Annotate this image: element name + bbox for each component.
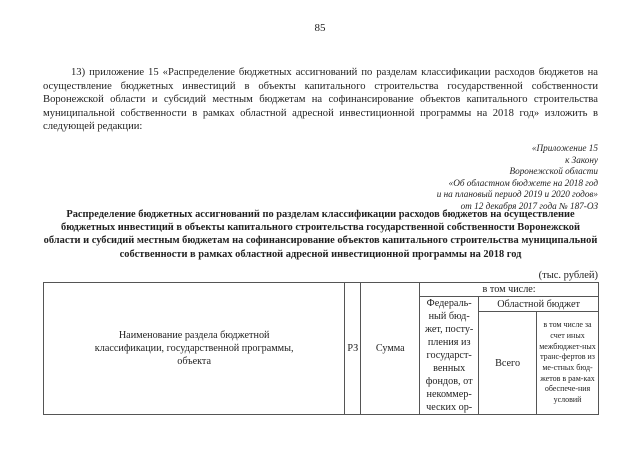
header-rz: РЗ <box>345 283 361 415</box>
header-sum: Сумма <box>361 283 420 415</box>
approval-line: к Закону <box>565 154 598 165</box>
approval-line: от 12 декабря 2017 года № 187-ОЗ <box>460 200 598 211</box>
paragraph-text: 13) приложение 15 «Распределение бюджетных ассигнований по разделам классификации расходов бюджетов на осуществление бюджетных инвестиций в объекты капитального строительства государственной собственности Воронежской области и субсидий местным бюджетам на софинансирование объектов капитального строительства муниципальной собственности в рамках областной адресной инвестиционной программы на 2018 год» изложить в следующей редакции: <box>43 67 598 133</box>
header-total: Всего <box>479 312 537 415</box>
units-label: (тыс. рублей) <box>538 270 598 281</box>
approval-line: и на плановый период 2019 и 2020 годов» <box>436 189 598 200</box>
header-interbudget: в том числе за счет иных межбюджет-ных транс-фертов из ме-стных бюд-жетов в рам-ках обеспече-ния условий <box>537 312 599 415</box>
header-federal: Федераль-ный бюд-жет, посту-пления из государст-венных фондов, от некоммер-ческих ор- <box>420 297 479 415</box>
page-number: 85 <box>314 22 326 34</box>
approval-line: «Об областном бюджете на 2018 год <box>448 177 598 188</box>
header-regional: Областной бюджет <box>479 297 599 312</box>
budget-table <box>43 282 599 415</box>
approval-line: «Приложение 15 <box>531 143 598 153</box>
header-name: Наименование раздела бюджетной классификации, государственной программы, объекта <box>44 283 345 415</box>
amendment-paragraph <box>43 66 598 134</box>
document-title: Распределение бюджетных ассигнований по разделам классификации расходов бюджетов на осуществление бюджетных инвестиций в объекты капитального строительства государственной собственности Воронежской области и субсидий местным бюджетам на софинансирование объектов капитального строительства муниципальной собственности в рамках областной адресной инвестиционной программы на 2018 год <box>43 209 598 260</box>
appendix-approval-block <box>437 143 598 213</box>
header-including: в том числе: <box>420 283 599 297</box>
approval-line: Воронежской области <box>509 166 598 177</box>
